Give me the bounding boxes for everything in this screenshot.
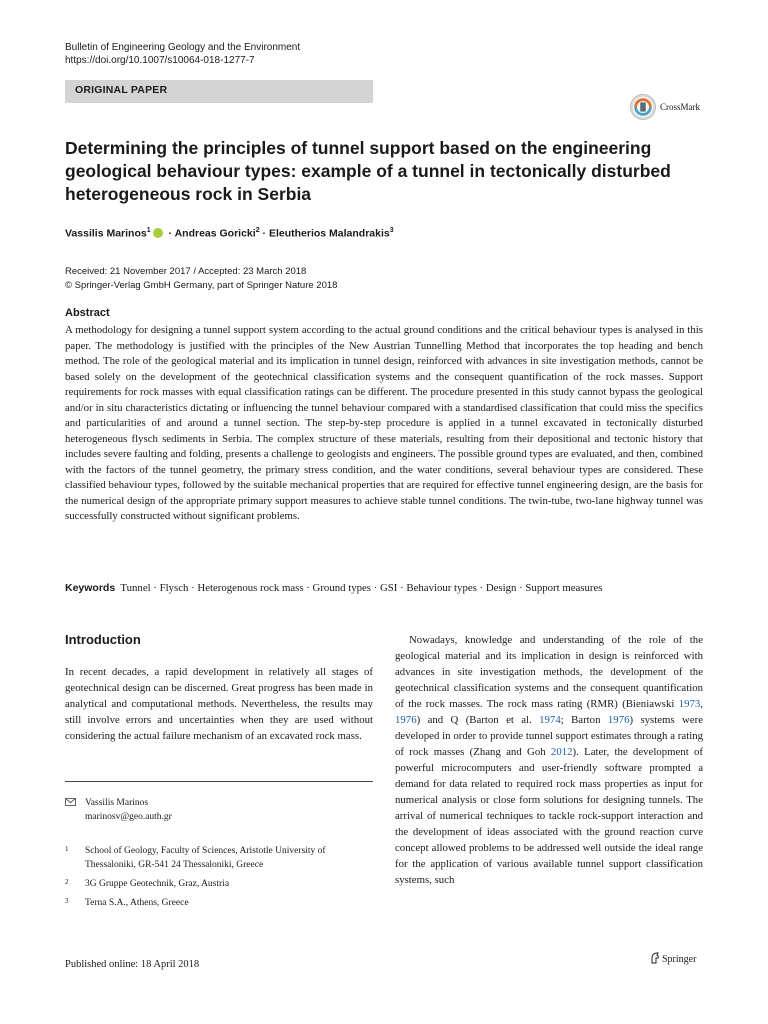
author-name[interactable]: Andreas Goricki	[174, 227, 256, 240]
author-affil-marker: 3	[389, 227, 394, 234]
footnote-divider	[65, 781, 373, 782]
author-list	[65, 227, 394, 240]
affiliation-text: School of Geology, Faculty of Sciences, Aristotle University of Thessaloniki, GR-541 24 Thessaloniki, Greece	[85, 846, 326, 870]
springer-horse-icon	[650, 952, 660, 964]
envelope-icon	[65, 798, 76, 806]
body-text: ; Barton	[560, 714, 608, 726]
affiliation-text: 3G Gruppe Geotechnik, Graz, Austria	[85, 879, 230, 889]
article-title: Determining the principles of tunnel support based on the engineering geological behaviour types: example of a tunnel in tectonically disturbed heterogeneous rock in Serbia	[65, 138, 671, 204]
body-text: ) systems were developed in order to provide tunnel support estimates through a rating of rock masses (Zhang and Goh	[395, 714, 703, 758]
body-text: ). Later, the development of powerful microcomputers and user-friendly software prompted a demand for data related to required rock mass properties as input for numerical analysis or close form solutions for designing tunnels. The arrival of numerical techniques to tackle rock-support interaction and the development of ideas associated with the ground reaction curve concept allowed problems to be addressed well outside the ideal range for the application of various available tunnel support classification systems, such	[395, 746, 703, 886]
doi-link[interactable]: https://doi.org/10.1007/s10064-018-1277-7	[65, 55, 255, 66]
body-text: ,	[700, 698, 703, 710]
body-text: Nowadays, knowledge and understanding of the role of the geological material and its implication in design is reinforced with advances in site investigation methods, the development of the geotechnical classification systems and the consequent quantification of the rock masses. The rock mass rating (RMR) (Bieniawski	[395, 634, 703, 710]
author-name[interactable]: Vassilis Marinos	[65, 227, 147, 240]
affiliation-number: 2	[65, 878, 69, 886]
keywords-line	[65, 582, 603, 594]
citation-link[interactable]: 1976	[607, 714, 630, 726]
publisher-logo	[650, 952, 696, 965]
publisher-name: Springer	[662, 954, 697, 965]
orcid-icon[interactable]	[153, 228, 163, 238]
citation-link[interactable]: 2012	[550, 746, 573, 758]
copyright-text: Springer-Verlag GmbH Germany, part of Springer Nature 2018	[74, 280, 338, 291]
journal-header	[65, 41, 300, 67]
body-text: ) and Q (Barton et al.	[416, 714, 540, 726]
publication-history	[65, 265, 337, 293]
author-affil-marker: 1	[146, 227, 151, 234]
copyright-line	[65, 279, 337, 293]
crossmark-badge[interactable]	[630, 92, 725, 120]
crossmark-label: CrossMark	[660, 102, 700, 112]
introduction-heading: Introduction	[65, 632, 141, 647]
citation-link[interactable]: 1976	[395, 714, 417, 726]
affiliation-number: 1	[65, 845, 69, 853]
article-type-label: ORIGINAL PAPER	[75, 84, 168, 96]
intro-paragraph-left: In recent decades, a rapid development in relatively all stages of geotechnical design can be discerned. Great progress has been made in analytical and computational methods. Nevertheless, the results may still involve errors and uncertainties when they are used without considering the actual failure mechanism of an excavated rock mass.	[65, 666, 373, 742]
journal-name: Bulletin of Engineering Geology and the Environment	[65, 42, 301, 53]
copyright-icon: ©	[65, 280, 72, 291]
crossmark-icon	[630, 94, 656, 120]
intro-paragraph-right	[395, 632, 703, 888]
author-separator: ·	[262, 227, 267, 240]
abstract-text: A methodology for designing a tunnel support system according to the actual ground conditions and the critical behaviour types is analysed in this paper. The methodology is justified with the principles of the New Austrian Tunnelling Method that incorporates the top heading and bench method. The role of the geological material and its implication in tunnel design, reinforced with advances in site investigation methods, cannot be based solely on the development of the geotechnical classification systems and the consequent quantification of the rock masses. Support requirements for rock masses with equal classification ratings can be different. The procedure presented in this study cannot bypass the geological and/or in situ characteristics dictating or influencing the tunnel behaviour compared with a standardised classification that could miss the specifics and particularities of and around a tunnel section. The step-by-step procedure is applied in a tunnel excavated in tectonically disturbed heterogeneous flysch sediments in Serbia. The complex structure of these materials, resulting from their depositional and tectonic history that includes severe faulting and folding, presents a challenge to geologists and engineers. The possible ground types are evaluated, and then, combined with the factors of the tunnel geometry, the primary stress condition, and the water conditions, several behaviour types are considered. These classified behaviour types, followed by the suitable mechanical properties that are required for effective tunnel engineering design, are the basis for the numerical design of the appropriate primary support measures to achieve stable tunnel conditions. The twin-tube, two-lane highway tunnel was successfully constructed without significant problems.	[65, 324, 703, 522]
corresponding-author	[65, 796, 172, 824]
citation-link[interactable]: 1974	[539, 714, 561, 726]
keywords-label: Keywords	[65, 582, 116, 594]
author-affil-marker: 2	[255, 227, 260, 234]
keywords-list: Tunnel · Flysch · Heterogenous rock mass · Ground types · GSI · Behaviour types · Design · Support measures	[120, 582, 603, 594]
article-type-banner	[65, 80, 373, 103]
author-name[interactable]: Eleutherios Malandrakis	[268, 227, 390, 240]
published-online: Published online: 18 April 2018	[65, 959, 200, 970]
abstract-heading: Abstract	[65, 307, 110, 319]
affiliation-number: 3	[65, 897, 69, 905]
correspondence-email[interactable]: marinosv@geo.auth.gr	[85, 812, 172, 822]
citation-link[interactable]: 1973	[678, 698, 701, 710]
received-accepted-dates: Received: 21 November 2017 / Accepted: 23 March 2018	[65, 266, 307, 277]
correspondence-name: Vassilis Marinos	[85, 798, 149, 808]
author-separator: ·	[168, 227, 173, 240]
affiliation-text: Terna S.A., Athens, Greece	[85, 898, 189, 908]
